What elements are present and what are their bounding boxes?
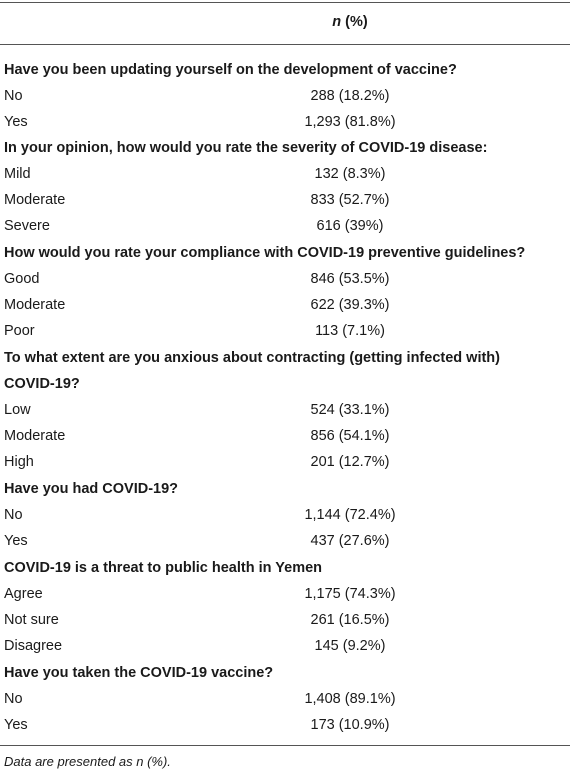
row-label: Not sure — [4, 612, 59, 628]
row-value: 622 (39.3%) — [310, 297, 390, 313]
row-label: Mild — [4, 166, 31, 182]
row-label: Yes — [4, 533, 28, 549]
row-value: 616 (39%) — [316, 218, 384, 234]
row-value: 145 (9.2%) — [314, 638, 386, 654]
row-label: Moderate — [4, 192, 66, 208]
row-label: Moderate — [4, 297, 66, 313]
column-header-n: n — [332, 14, 342, 30]
bottom-rule — [0, 745, 570, 746]
row-value: 113 (7.1%) — [315, 323, 385, 339]
row-value: 833 (52.7%) — [310, 192, 390, 208]
column-header-n-percent — [280, 14, 420, 30]
table-row — [0, 83, 570, 109]
table-footnote: Data are presented as n (%). — [4, 754, 171, 769]
row-label: Yes — [4, 717, 28, 733]
table-row — [0, 607, 570, 633]
question-public-health-threat: COVID-19 is a threat to public health in Yemen — [4, 560, 323, 576]
header-rule — [0, 44, 570, 45]
question-compliance: How would you rate your compliance with COVID-19 preventive guidelines? — [4, 245, 526, 261]
table-row — [0, 292, 570, 318]
question-anxiety-line2: COVID-19? — [4, 376, 80, 392]
question-severity: In your opinion, how would you rate the severity of COVID-19 disease: — [4, 140, 488, 156]
table-row — [0, 318, 570, 344]
table-row — [0, 528, 570, 554]
table-row — [0, 633, 570, 659]
row-value: 846 (53.5%) — [310, 271, 390, 287]
row-label: Severe — [4, 218, 50, 234]
row-label: Disagree — [4, 638, 63, 654]
row-label: No — [4, 88, 23, 104]
row-value: 1,144 (72.4%) — [304, 507, 396, 523]
row-label: Low — [4, 402, 31, 418]
row-value: 261 (16.5%) — [310, 612, 390, 628]
row-label: No — [4, 507, 23, 523]
table-row — [0, 161, 570, 187]
row-label: Good — [4, 271, 40, 287]
row-label: Poor — [4, 323, 35, 339]
table-row — [0, 187, 570, 213]
question-vaccine-updates: Have you been updating yourself on the development of vaccine? — [4, 62, 457, 78]
row-value: 1,408 (89.1%) — [304, 691, 396, 707]
table-row — [0, 266, 570, 292]
row-label: No — [4, 691, 23, 707]
row-value: 856 (54.1%) — [310, 428, 390, 444]
question-anxiety-line1: To what extent are you anxious about contracting (getting infected with) — [4, 350, 500, 366]
row-label: Yes — [4, 114, 28, 130]
row-label: High — [4, 454, 34, 470]
row-label: Agree — [4, 586, 43, 602]
table-row — [0, 213, 570, 239]
table-row — [0, 686, 570, 712]
column-header-pct: (%) — [341, 14, 368, 30]
row-value: 132 (8.3%) — [314, 166, 386, 182]
question-had-covid: Have you had COVID-19? — [4, 481, 179, 497]
table-row — [0, 109, 570, 135]
table-row — [0, 423, 570, 449]
table-row — [0, 397, 570, 423]
row-value: 201 (12.7%) — [310, 454, 390, 470]
question-vaccine-taken: Have you taken the COVID-19 vaccine? — [4, 665, 274, 681]
table-row — [0, 712, 570, 738]
question-anxiety — [4, 345, 564, 397]
row-value: 1,175 (74.3%) — [304, 586, 396, 602]
table-row — [0, 502, 570, 528]
table-row — [0, 449, 570, 475]
row-value: 173 (10.9%) — [310, 717, 390, 733]
top-rule — [0, 2, 570, 3]
row-value: 524 (33.1%) — [310, 402, 390, 418]
table-row — [0, 581, 570, 607]
row-label: Moderate — [4, 428, 66, 444]
row-value: 1,293 (81.8%) — [304, 114, 396, 130]
row-value: 437 (27.6%) — [310, 533, 390, 549]
row-value: 288 (18.2%) — [310, 88, 390, 104]
